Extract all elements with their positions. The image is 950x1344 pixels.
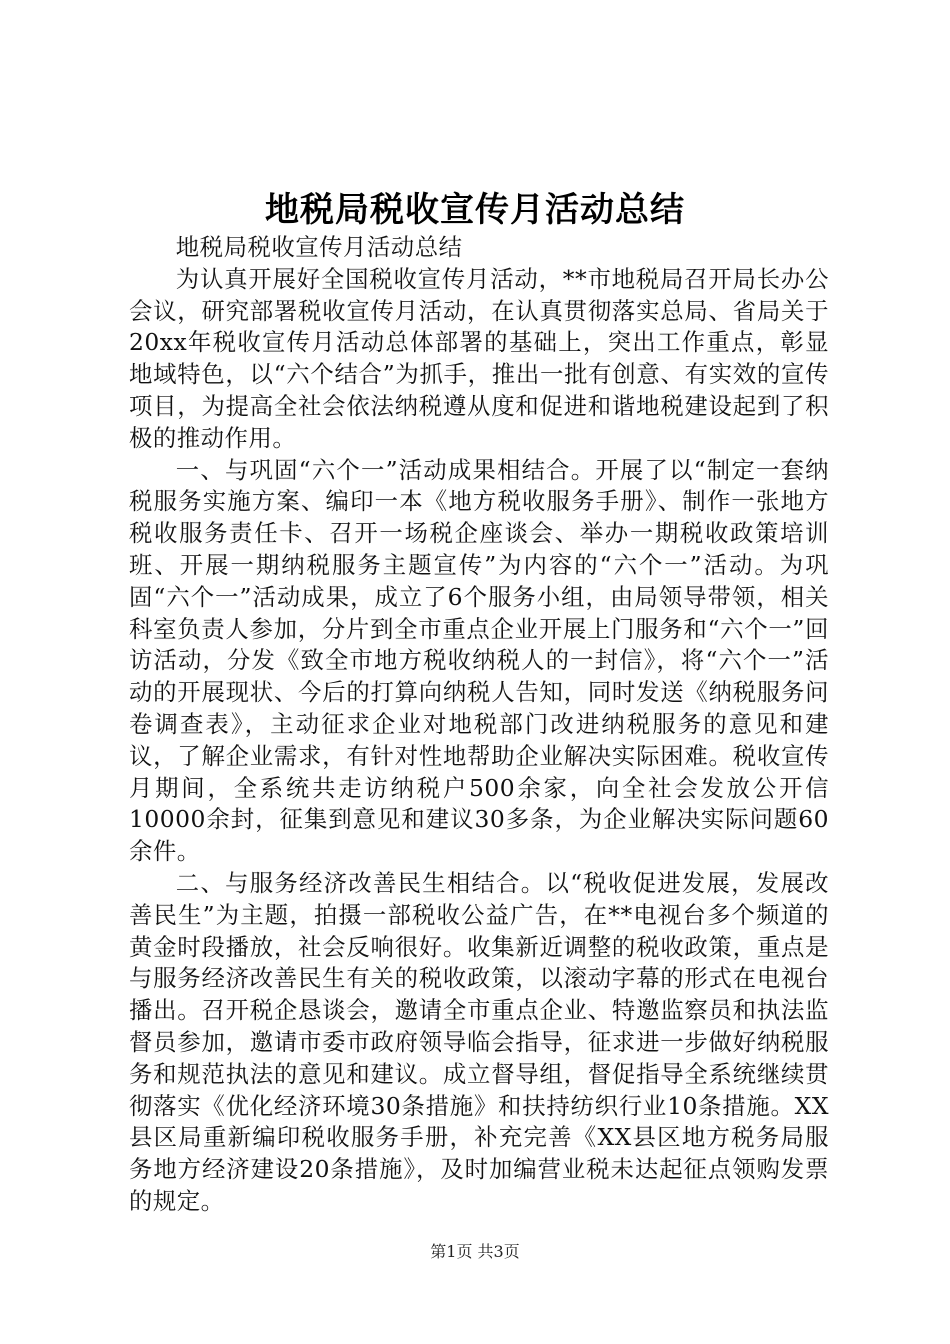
paragraph-intro: 为认真开展好全国税收宣传月活动，**市地税局召开局长办公会议，研究部署税收宣传月活动，在认真贯彻落实总局、省局关于20xx年税收宣传月活动总体部署的基础上，突出工作重点，彰显地域特色，以“六个结合”为抓手，推出一批有创意、有实效的宣传项目，为提高全社会依法纳税遵从度和促进和谐地税建设起到了积极的推动作用。 [129, 264, 829, 452]
document-body [129, 232, 829, 1218]
paragraph-section-1: 一、与巩固“六个一”活动成果相结合。开展了以“制定一套纳税服务实施方案、编印一本《地方税收服务手册》、制作一张地方税收服务责任卡、召开一场税企座谈会、举办一期税收政策培训班、开展一期纳税服务主题宣传”为内容的“六个一”活动。为巩固“六个一”活动成果，成立了6个服务小组，由局领导带领，相关科室负责人参加，分片到全市重点企业开展上门服务和“六个一”回访活动，分发《致全市地方税收纳税人的一封信》，将“六个一”活动的开展现状、今后的打算向纳税人告知，同时发送《纳税服务问卷调查表》，主动征求企业对地税部门改进纳税服务的意见和建议，了解企业需求，有针对性地帮助企业解决实际困难。税收宣传月期间，全系统共走访纳税户500余家，向全社会发放公开信10000余封，征集到意见和建议30多条，为企业解决实际问题60余件。 [129, 455, 829, 866]
document-title: 地税局税收宣传月活动总结 [265, 190, 685, 230]
paragraph-section-2: 二、与服务经济改善民生相结合。以“税收促进发展，发展改善民生”为主题，拍摄一部税收公益广告，在**电视台多个频道的黄金时段播放，社会反响很好。收集新近调整的税收政策，重点是与服务经济改善民生有关的税收政策，以滚动字幕的形式在电视台播出。召开税企恳谈会，邀请全市重点企业、特邀监察员和执法监督员参加，邀请市委市政府领导临会指导，征求进一步做好纳税服务和规范执法的意见和建议。成立督导组，督促指导全系统继续贯彻落实《优化经济环境30条措施》和扶持纺织行业10条措施。XX县区局重新编印税收服务手册，补充完善《XX县区地方税务局服务地方经济建设20条措施》，及时加编营业税未达起征点领购发票的规定。 [129, 868, 829, 1215]
page-footer: 第1页 共3页 [430, 1242, 520, 1261]
paragraph-subtitle: 地税局税收宣传月活动总结 [175, 233, 463, 261]
